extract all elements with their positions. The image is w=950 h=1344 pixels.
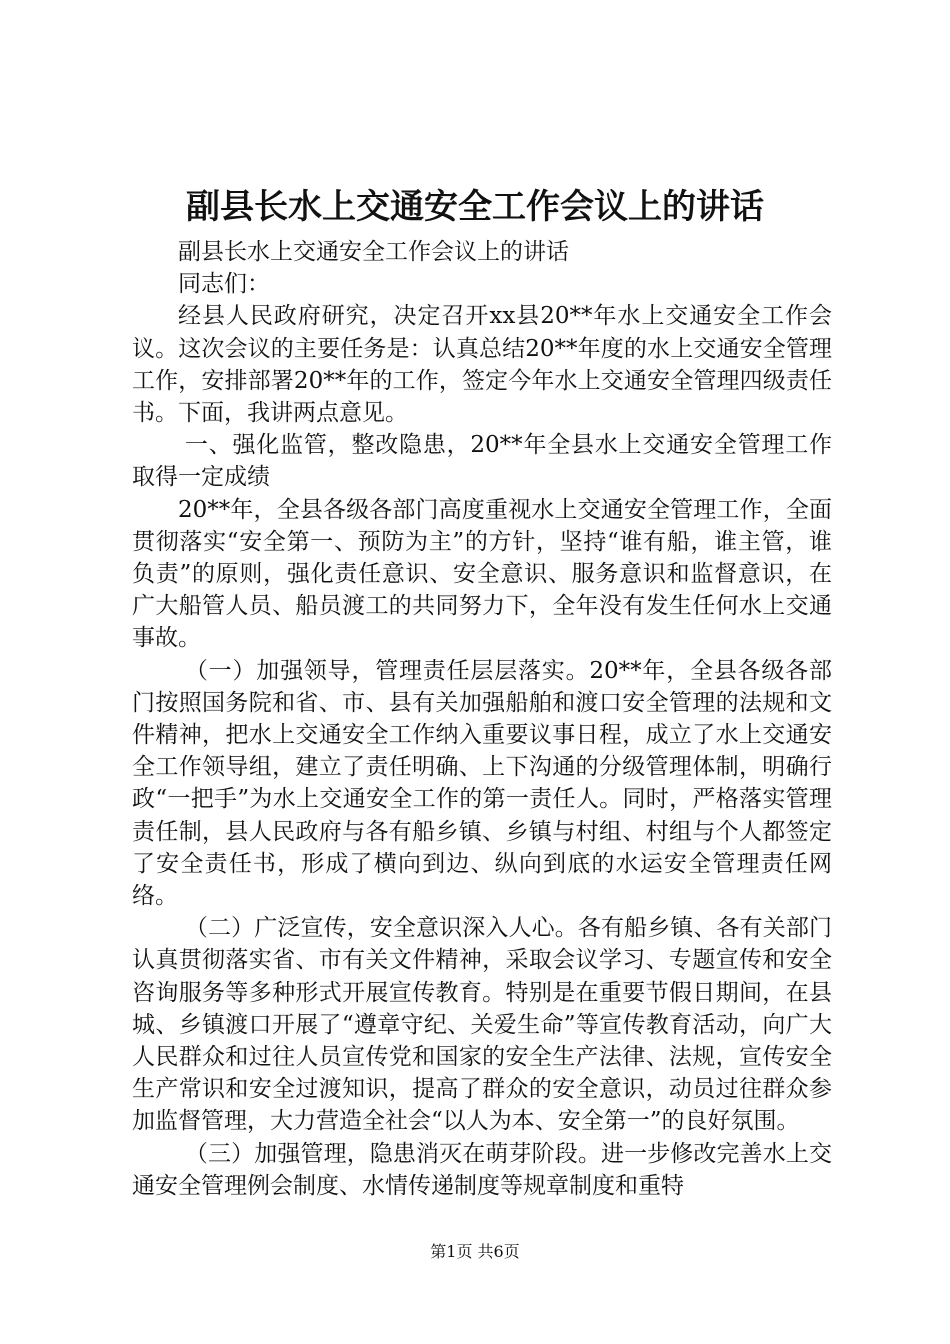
paragraph-salutation: 同志们： (178, 271, 270, 298)
section-heading-1: 一、强化监管，整改隐患，20**年全县水上交通安全管理工作取得一定成绩 (132, 432, 832, 491)
paragraph-item-1: （一）加强领导，管理责任层层落实。20**年，全县各级各部门按照国务院和省、市、县有关加强船舶和渡口安全管理的法规和文件精神，把水上交通安全工作纳入重要议事日程，成立了水上交通安全工作领导组，建立了责任明确、上下沟通的分级管理体制，明确行政“一把手”为水上交通安全工作的第一责任人。同时，严格落实管理责任制，县人民政府与各有船乡镇、乡镇与村组、村组与个人都签定了安全责任书，形成了横向到边、纵向到底的水运安全管理责任网络。 (132, 657, 832, 910)
document-title: 副县长水上交通安全工作会议上的讲话 (186, 187, 764, 227)
document-body (132, 236, 832, 1202)
paragraph-overview: 20**年，全县各级各部门高度重视水上交通安全管理工作，全面贯彻落实“安全第一、预防为主”的方针，坚持“谁有船，谁主管，谁负责”的原则，强化责任意识、安全意识、服务意识和监督意识，在广大船管人员、船员渡工的共同努力下，全年没有发生任何水上交通事故。 (132, 496, 832, 652)
paragraph-item-3: （三）加强管理，隐患消灭在萌芽阶段。进一步修改完善水上交通安全管理例会制度、水情传递制度等规章制度和重特 (132, 1140, 832, 1199)
paragraph-item-2: （二）广泛宣传，安全意识深入人心。各有船乡镇、各有关部门认真贯彻落实省、市有关文件精神，采取会议学习、专题宣传和安全咨询服务等多种形式开展宣传教育。特别是在重要节假日期间，在县城、乡镇渡口开展了“遵章守纪、关爱生命”等宣传教育活动，向广大人民群众和过往人员宣传党和国家的安全生产法律、法规，宣传安全生产常识和安全过渡知识，提高了群众的安全意识，动员过往群众参加监督管理，大力营造全社会“以人为本、安全第一”的良好氛围。 (132, 915, 832, 1135)
page-footer: 第1页 共6页 (430, 1242, 520, 1261)
paragraph-intro: 经县人民政府研究，决定召开xx县20**年水上交通安全工作会议。这次会议的主要任务是：认真总结20**年度的水上交通安全管理工作，安排部署20**年的工作，签定今年水上交通安全管理四级责任书。下面，我讲两点意见。 (132, 303, 832, 427)
paragraph-subtitle: 副县长水上交通安全工作会议上的讲话 (178, 239, 569, 265)
